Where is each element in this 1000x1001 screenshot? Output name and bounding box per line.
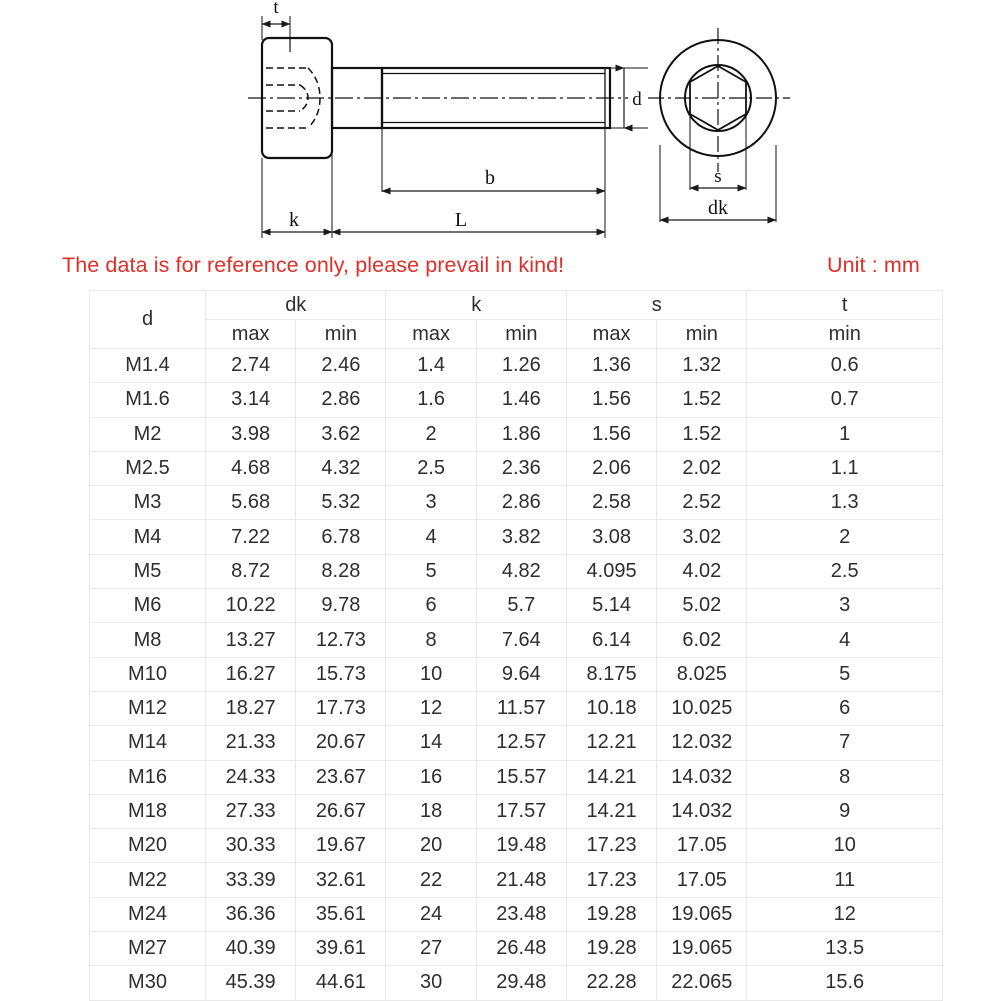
cell-k_max: 14 <box>386 726 476 760</box>
cell-s_min: 19.065 <box>657 932 747 966</box>
cell-s_max: 4.095 <box>566 554 656 588</box>
table-row <box>90 451 943 485</box>
cell-dk_min: 4.32 <box>296 451 386 485</box>
cell-s_max: 1.56 <box>566 383 656 417</box>
table-row <box>90 760 943 794</box>
cell-dk_max: 3.98 <box>206 417 296 451</box>
cell-s_max: 12.21 <box>566 726 656 760</box>
cell-k_max: 20 <box>386 829 476 863</box>
dim-label-t: t <box>273 0 279 18</box>
cell-t_min: 2 <box>747 520 943 554</box>
dim-label-L: L <box>454 209 468 231</box>
cell-s_min: 3.02 <box>657 520 747 554</box>
cell-s_max: 10.18 <box>566 691 656 725</box>
cell-s_max: 22.28 <box>566 966 656 1000</box>
table-row <box>90 657 943 691</box>
cell-s_max: 14.21 <box>566 794 656 828</box>
cell-s_min: 19.065 <box>657 897 747 931</box>
cell-s_min: 2.02 <box>657 451 747 485</box>
cell-k_max: 8 <box>386 623 476 657</box>
table-row <box>90 897 943 931</box>
cell-dk_min: 44.61 <box>296 966 386 1000</box>
cell-dk_max: 10.22 <box>206 589 296 623</box>
cell-t_min: 12 <box>747 897 943 931</box>
screw-dimension-table <box>89 290 943 1001</box>
cell-k_max: 18 <box>386 794 476 828</box>
cell-dk_max: 45.39 <box>206 966 296 1000</box>
cell-dk_max: 8.72 <box>206 554 296 588</box>
cell-t_min: 15.6 <box>747 966 943 1000</box>
cell-thread-size: M22 <box>90 863 206 897</box>
cell-k_min: 5.7 <box>476 589 566 623</box>
table-row <box>90 932 943 966</box>
cell-s_max: 8.175 <box>566 657 656 691</box>
table-header-row-groups <box>90 291 943 320</box>
dim-label-dk: dk <box>708 197 728 219</box>
cell-thread-size: M30 <box>90 966 206 1000</box>
cell-k_max: 24 <box>386 897 476 931</box>
cell-t_min: 2.5 <box>747 554 943 588</box>
cell-dk_max: 5.68 <box>206 486 296 520</box>
cell-s_max: 5.14 <box>566 589 656 623</box>
cell-k_max: 30 <box>386 966 476 1000</box>
cell-thread-size: M6 <box>90 589 206 623</box>
cell-s_max: 3.08 <box>566 520 656 554</box>
cell-k_max: 1.6 <box>386 383 476 417</box>
cell-dk_max: 33.39 <box>206 863 296 897</box>
cell-dk_min: 23.67 <box>296 760 386 794</box>
header-t: t <box>747 291 943 320</box>
cell-dk_max: 24.33 <box>206 760 296 794</box>
header-d: d <box>90 291 206 349</box>
cell-t_min: 0.6 <box>747 349 943 383</box>
cell-dk_min: 17.73 <box>296 691 386 725</box>
cell-k_min: 21.48 <box>476 863 566 897</box>
cell-s_max: 1.36 <box>566 349 656 383</box>
table-header <box>90 291 943 349</box>
cell-k_max: 3 <box>386 486 476 520</box>
technical-drawing <box>0 0 1000 248</box>
cell-k_max: 2 <box>386 417 476 451</box>
cell-dk_min: 8.28 <box>296 554 386 588</box>
cell-dk_max: 30.33 <box>206 829 296 863</box>
cell-dk_min: 2.86 <box>296 383 386 417</box>
cell-k_max: 10 <box>386 657 476 691</box>
cell-dk_min: 26.67 <box>296 794 386 828</box>
cell-s_min: 1.32 <box>657 349 747 383</box>
header-dk-max: max <box>206 320 296 349</box>
spec-table-container <box>89 290 943 1001</box>
cell-t_min: 9 <box>747 794 943 828</box>
cell-dk_max: 7.22 <box>206 520 296 554</box>
header-s: s <box>566 291 746 320</box>
header-k-max: max <box>386 320 476 349</box>
cell-thread-size: M5 <box>90 554 206 588</box>
table-row <box>90 966 943 1000</box>
table-body <box>90 349 943 1001</box>
cell-s_min: 1.52 <box>657 417 747 451</box>
cell-k_min: 2.36 <box>476 451 566 485</box>
cell-k_min: 3.82 <box>476 520 566 554</box>
cell-thread-size: M8 <box>90 623 206 657</box>
table-row <box>90 520 943 554</box>
unit-note: Unit : mm <box>827 253 920 277</box>
cell-t_min: 5 <box>747 657 943 691</box>
header-k: k <box>386 291 566 320</box>
cell-thread-size: M16 <box>90 760 206 794</box>
table-row <box>90 417 943 451</box>
cell-thread-size: M24 <box>90 897 206 931</box>
disclaimer-note: The data is for reference only, please prevail in kind! <box>62 253 565 277</box>
cell-k_min: 23.48 <box>476 897 566 931</box>
table-row <box>90 589 943 623</box>
cell-dk_max: 21.33 <box>206 726 296 760</box>
header-k-min: min <box>476 320 566 349</box>
cell-s_min: 14.032 <box>657 760 747 794</box>
cell-s_max: 6.14 <box>566 623 656 657</box>
side-view-group <box>248 0 648 238</box>
cell-s_max: 19.28 <box>566 897 656 931</box>
table-row <box>90 794 943 828</box>
cell-thread-size: M1.4 <box>90 349 206 383</box>
cell-k_min: 15.57 <box>476 760 566 794</box>
table-row <box>90 863 943 897</box>
cell-t_min: 0.7 <box>747 383 943 417</box>
cell-t_min: 8 <box>747 760 943 794</box>
notice-row <box>0 251 1000 287</box>
cell-dk_max: 18.27 <box>206 691 296 725</box>
end-view-group <box>648 28 790 222</box>
cell-t_min: 7 <box>747 726 943 760</box>
cell-thread-size: M2 <box>90 417 206 451</box>
table-row <box>90 829 943 863</box>
cell-s_min: 5.02 <box>657 589 747 623</box>
cell-k_max: 6 <box>386 589 476 623</box>
cell-k_min: 26.48 <box>476 932 566 966</box>
cell-k_max: 22 <box>386 863 476 897</box>
cell-dk_min: 20.67 <box>296 726 386 760</box>
cell-dk_max: 40.39 <box>206 932 296 966</box>
cell-dk_max: 3.14 <box>206 383 296 417</box>
cell-k_max: 5 <box>386 554 476 588</box>
table-row <box>90 691 943 725</box>
cell-dk_max: 36.36 <box>206 897 296 931</box>
cell-s_min: 17.05 <box>657 863 747 897</box>
cell-s_min: 2.52 <box>657 486 747 520</box>
header-dk-min: min <box>296 320 386 349</box>
cell-thread-size: M20 <box>90 829 206 863</box>
cell-thread-size: M2.5 <box>90 451 206 485</box>
cell-s_min: 14.032 <box>657 794 747 828</box>
cell-dk_max: 16.27 <box>206 657 296 691</box>
cell-s_max: 2.58 <box>566 486 656 520</box>
cell-s_min: 1.52 <box>657 383 747 417</box>
cell-s_max: 1.56 <box>566 417 656 451</box>
cell-dk_min: 9.78 <box>296 589 386 623</box>
cell-s_min: 17.05 <box>657 829 747 863</box>
cell-k_max: 2.5 <box>386 451 476 485</box>
cell-s_min: 12.032 <box>657 726 747 760</box>
cell-thread-size: M12 <box>90 691 206 725</box>
table-row <box>90 486 943 520</box>
cell-k_min: 12.57 <box>476 726 566 760</box>
cell-dk_min: 19.67 <box>296 829 386 863</box>
cell-s_min: 4.02 <box>657 554 747 588</box>
cell-k_min: 19.48 <box>476 829 566 863</box>
cell-dk_min: 15.73 <box>296 657 386 691</box>
cell-s_max: 17.23 <box>566 829 656 863</box>
cell-k_min: 1.86 <box>476 417 566 451</box>
dim-label-b: b <box>485 167 495 189</box>
dim-label-s: s <box>714 166 722 187</box>
cell-k_min: 1.26 <box>476 349 566 383</box>
dim-label-k: k <box>289 209 299 231</box>
cell-s_max: 17.23 <box>566 863 656 897</box>
cell-dk_max: 2.74 <box>206 349 296 383</box>
cell-t_min: 1 <box>747 417 943 451</box>
table-row <box>90 554 943 588</box>
cell-dk_max: 4.68 <box>206 451 296 485</box>
table-row <box>90 349 943 383</box>
header-dk: dk <box>206 291 386 320</box>
cell-s_min: 6.02 <box>657 623 747 657</box>
cell-t_min: 13.5 <box>747 932 943 966</box>
cell-thread-size: M4 <box>90 520 206 554</box>
cell-t_min: 1.3 <box>747 486 943 520</box>
cell-dk_min: 2.46 <box>296 349 386 383</box>
cell-s_max: 19.28 <box>566 932 656 966</box>
cell-t_min: 11 <box>747 863 943 897</box>
cell-s_min: 22.065 <box>657 966 747 1000</box>
cell-dk_min: 6.78 <box>296 520 386 554</box>
header-s-max: max <box>566 320 656 349</box>
header-t-min: min <box>747 320 943 349</box>
cell-k_max: 27 <box>386 932 476 966</box>
cell-dk_max: 27.33 <box>206 794 296 828</box>
cell-k_min: 17.57 <box>476 794 566 828</box>
dim-label-d: d <box>632 89 642 110</box>
cell-k_min: 4.82 <box>476 554 566 588</box>
cell-t_min: 10 <box>747 829 943 863</box>
table-row <box>90 726 943 760</box>
cell-k_max: 4 <box>386 520 476 554</box>
cell-dk_min: 3.62 <box>296 417 386 451</box>
header-s-min: min <box>657 320 747 349</box>
cell-thread-size: M27 <box>90 932 206 966</box>
cell-s_max: 2.06 <box>566 451 656 485</box>
cell-k_min: 11.57 <box>476 691 566 725</box>
cell-thread-size: M1.6 <box>90 383 206 417</box>
cell-dk_min: 5.32 <box>296 486 386 520</box>
table-row <box>90 623 943 657</box>
cell-k_max: 1.4 <box>386 349 476 383</box>
cell-k_min: 29.48 <box>476 966 566 1000</box>
cell-dk_min: 35.61 <box>296 897 386 931</box>
cell-k_max: 12 <box>386 691 476 725</box>
cell-thread-size: M18 <box>90 794 206 828</box>
cell-k_max: 16 <box>386 760 476 794</box>
cell-dk_max: 13.27 <box>206 623 296 657</box>
cell-dk_min: 32.61 <box>296 863 386 897</box>
cell-s_min: 8.025 <box>657 657 747 691</box>
table-header-row-subs <box>90 320 943 349</box>
cell-t_min: 3 <box>747 589 943 623</box>
cell-thread-size: M3 <box>90 486 206 520</box>
cell-s_min: 10.025 <box>657 691 747 725</box>
cell-t_min: 4 <box>747 623 943 657</box>
cell-t_min: 1.1 <box>747 451 943 485</box>
cell-k_min: 2.86 <box>476 486 566 520</box>
cell-k_min: 9.64 <box>476 657 566 691</box>
cell-dk_min: 12.73 <box>296 623 386 657</box>
cell-thread-size: M10 <box>90 657 206 691</box>
cell-t_min: 6 <box>747 691 943 725</box>
table-row <box>90 383 943 417</box>
cell-dk_min: 39.61 <box>296 932 386 966</box>
cell-k_min: 1.46 <box>476 383 566 417</box>
screw-drawing-svg <box>0 0 1000 248</box>
cell-s_max: 14.21 <box>566 760 656 794</box>
cell-thread-size: M14 <box>90 726 206 760</box>
cell-k_min: 7.64 <box>476 623 566 657</box>
